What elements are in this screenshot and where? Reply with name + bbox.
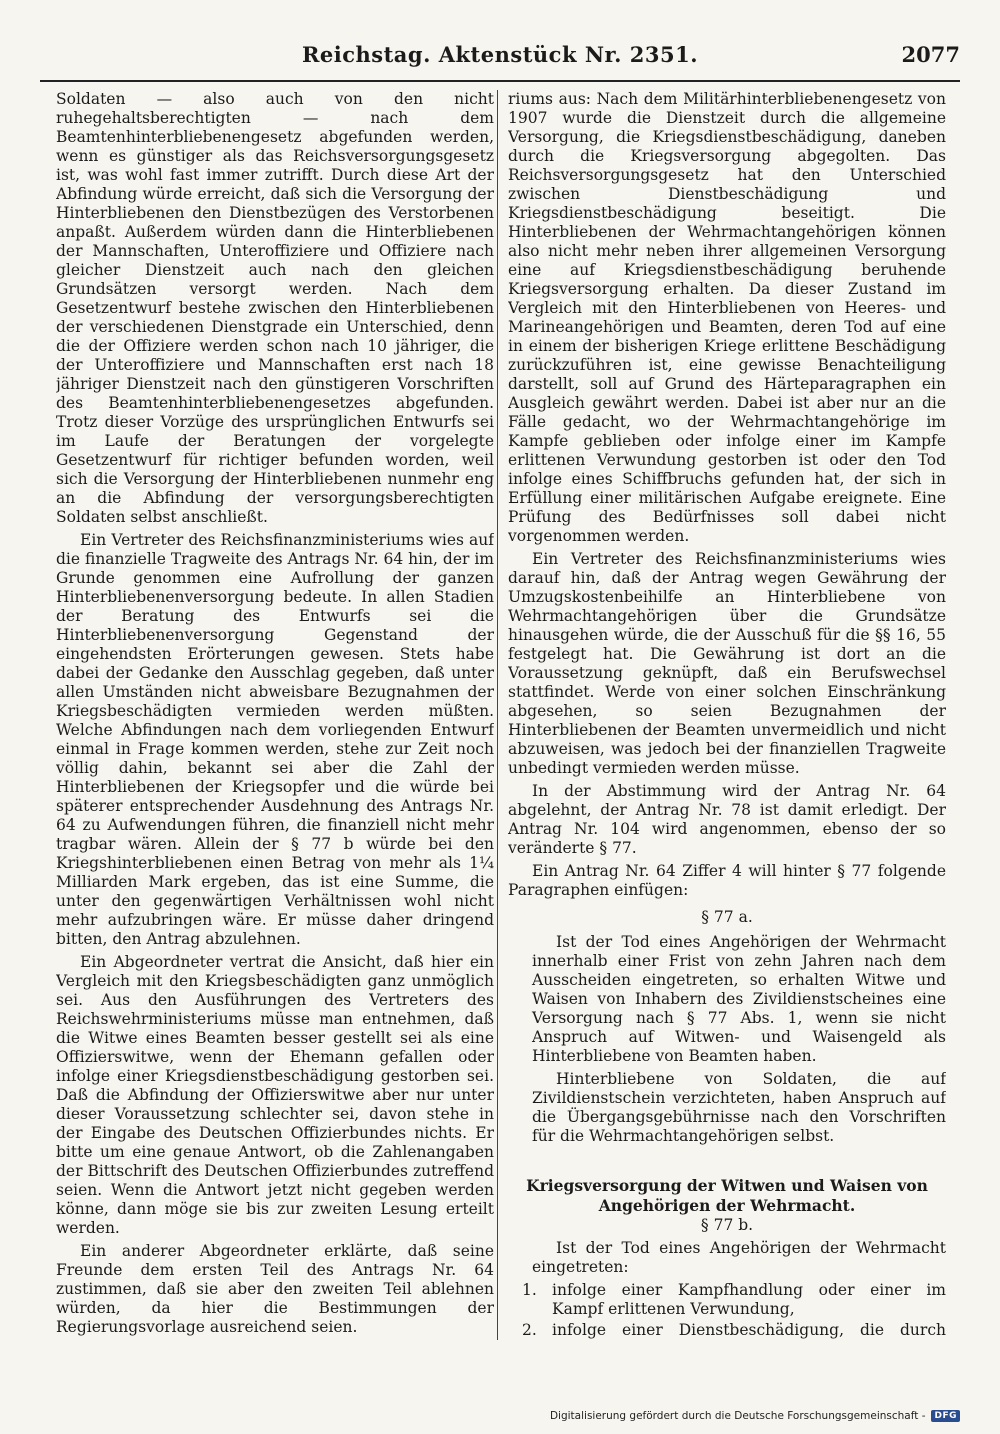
- list-item: [508, 1321, 946, 1340]
- dfg-logo: DFG: [931, 1410, 960, 1422]
- section-77b-title: § 77 b.: [700, 1216, 754, 1234]
- page-number: 2077: [901, 42, 960, 67]
- left-column: [56, 90, 494, 1340]
- paragraph: Ein Abgeordneter vertrat die Ansicht, daß hier ein Vergleich mit den Kriegsbeschädigten ganz unmöglich sei. Aus den Ausführungen des Vertreters des Reichswehrministeriums müsse man entnehmen, daß die Witwe eines Beamten besser gestellt sei als eine Offizierswitwe, wenn der Ehemann gefallen oder infolge einer Kriegsdienstbeschädigung gestorben sei. Daß die Abfindung der Offizierswitwe aber nur unter dieser Voraussetzung schlechter sei, davon stehe in der Eingabe des Deutschen Offizierbundes nichts. Er bitte um eine genaue Antwort, ob die Zahlenangaben der Bittschrift des Deutschen Offizierbundes zutreffend seien. Wenn die Antwort jetzt nicht gegeben werden könne, dann möge sie bis zur zweiten Lesung erteilt werden.: [56, 953, 494, 1237]
- column-divider: [497, 90, 498, 1340]
- paragraph: Ein anderer Abgeordneter erklärte, daß seine Freunde dem ersten Teil des Antrags Nr. 64 zustimmen, daß sie aber den zweiten Teil ablehnen würden, da hier die Bestimmungen der Regierungsvorlage ausreichend seien.: [56, 1242, 494, 1336]
- list-item-number: 2.: [522, 1321, 537, 1339]
- numbered-list: [508, 1281, 946, 1340]
- paragraph: Ein Vertreter des Reichsfinanzministeriums wies darauf hin, daß der Antrag wegen Gewährung der Umzugskostenbeihilfe an Hinterbliebene von Wehrmachtangehörigen über die Grundsätze hinausgehen würde, die der Ausschuß für die §§ 16, 55 festgelegt hat. Die Gewährung ist dort an die Voraussetzung geknüpft, daß ein Berufswechsel stattfindet. Werde von einer solchen Einschränkung abgesehen, so seien Bezugnahmen der Hinterbliebenen der Beamten unvermeidlich und nicht abzuweisen, was jedoch bei der finanziellen Tragweite unbedingt vermieden werden müsse.: [508, 550, 946, 777]
- paragraph: Ist der Tod eines Angehörigen der Wehrmacht eingetreten:: [532, 1239, 946, 1276]
- list-item-text: infolge einer Kampfhandlung oder einer im Kampf erlittenen Verwundung,: [552, 1281, 946, 1318]
- right-column: [508, 90, 946, 1340]
- list-item-text: infolge einer Dienstbeschädigung, die durch: [552, 1321, 946, 1339]
- paragraph: Ein Antrag Nr. 64 Ziffer 4 will hinter § 77 folgende Paragraphen einfügen:: [508, 862, 946, 899]
- section-heading: Kriegsversorgung der Witwen und Waisen von Angehörigen der Wehrmacht.: [526, 1176, 928, 1215]
- paragraph: Ist der Tod eines Angehörigen der Wehrmacht innerhalb einer Frist von zehn Jahren nach dem Ausscheiden eingetreten, so erhalten Witwe und Waisen von Inhabern des Zivildienstscheines eine Versorgung nach § 77 Abs. 1, wenn sie nicht Anspruch auf Witwen- und Waisengeld als Hinterbliebene von Beamten haben.: [532, 933, 946, 1065]
- section-77a-title: § 77 a.: [701, 908, 753, 926]
- paragraph: Ein Vertreter des Reichsfinanzministeriums wies auf die finanzielle Tragweite des Antrags Nr. 64 hin, der im Grunde genommen eine Aufrollung der ganzen Hinterbliebenenversorgung bedeute. In allen Stadien der Beratung des Entwurfs sei die Hinterbliebenenversorgung Gegenstand der eingehendsten Erörterungen gewesen. Stets habe dabei der Gedanke den Ausschlag gegeben, daß unter allen Umständen nicht abweisbare Bezugnahmen der Kriegsbeschädigten vermieden werden müßten. Welche Abfindungen nach dem vorliegenden Entwurf einmal in Frage kommen werden, stehe zur Zeit noch völlig dahin, bekannt sei aber die Zahl der Hinterbliebenen der Kriegsopfer und die würde bei späterer entsprechender Ausdehnung des Antrags Nr. 64 zu Aufwendungen führen, die finanziell nicht mehr tragbar wären. Allein der § 77 b würde bei den Kriegshinterbliebenen einen Betrag von mehr als 1¼ Milliarden Mark ergeben, das ist eine Summe, die unter den gegenwärtigen Verhältnissen wohl nicht mehr aufzubringen wäre. Er müsse daher dringend bitten, den Antrag abzulehnen.: [56, 531, 494, 948]
- paragraph: Soldaten — also auch von den nicht ruhegehaltsberechtigten — nach dem Beamtenhinterbliebenengesetz abgefunden werden, wenn es günstiger als das Reichsversorgungsgesetz ist, was wohl fast immer zutrifft. Durch diese Art der Abfindung würde erreicht, daß sich die Versorgung der Hinterbliebenen den Dienstbezügen des Verstorbenen anpaßt. Außerdem würden dann die Hinterbliebenen der Mannschaften, Unteroffiziere und Offiziere nach gleicher Dienstzeit auch nach den gleichen Grundsätzen versorgt werden. Nach dem Gesetzentwurf bestehe zwischen den Hinterbliebenen der verschiedenen Dienstgrade ein Unterschied, denn die der Offiziere werden schon nach 10 jähriger, die der Unteroffiziere und Mannschaften erst nach 18 jähriger Dienstzeit nach den günstigeren Vorschriften des Beamtenhinterbliebenengesetzes abgefunden. Trotz dieser Vorzüge des ursprünglichen Entwurfs sei im Laufe der Beratungen der vorgelegte Gesetzentwurf für richtiger befunden worden, weil sich die Versorgung der Hinterbliebenen nunmehr eng an die Abfindung der versorgungsberechtigten Soldaten selbst anschließt.: [56, 90, 494, 526]
- paragraph: Hinterbliebene von Soldaten, die auf Zivildienstschein verzichteten, haben Anspruch auf die Übergangsgebührnisse nach den Vorschriften für die Wehrmachtangehörigen selbst.: [532, 1070, 946, 1145]
- paragraph: riums aus: Nach dem Militärhinterbliebenengesetz von 1907 wurde die Dienstzeit durch die allgemeine Versorgung, die Kriegsdienstbeschädigung, daneben durch die Kriegsversorgung abgegolten. Das Reichsversorgungsgesetz hat den Unterschied zwischen Dienstbeschädigung und Kriegsdienstbeschädigung beseitigt. Die Hinterbliebenen der Wehrmachtangehörigen können also nicht mehr neben ihrer allgemeinen Versorgung eine auf Kriegsdienstbeschädigung beruhende Kriegsversorgung erhalten. Da dieser Zustand im Vergleich mit den Hinterbliebenen von Heeres- und Marineangehörigen und Beamten, deren Tod auf eine in einem der bisherigen Kriege erlittene Beschädigung zurückzuführen ist, eine gewisse Benachteiligung darstellt, soll auf Grund des Härteparagraphen ein Ausgleich gewährt werden. Dabei ist aber nur an die Fälle gedacht, wo der Wehrmachtangehörige im Kampfe geblieben oder infolge einer im Kampfe erlittenen Verwundung gestorben ist oder den Tod infolge eines Schiffbruchs gefunden hat, der sich in Erfüllung einer militärischen Aufgabe ereignete. Eine Prüfung des Bedürfnisses soll dabei nicht vorgenommen werden.: [508, 90, 946, 545]
- page-header: [40, 40, 960, 82]
- credit-text: Digitalisierung gefördert durch die Deutsche Forschungsgemeinschaft -: [549, 1410, 926, 1422]
- digitization-credit: [550, 1410, 960, 1422]
- paragraph: In der Abstimmung wird der Antrag Nr. 64 abgelehnt, der Antrag Nr. 78 ist damit erledigt. Der Antrag Nr. 104 wird angenommen, ebenso der so veränderte § 77.: [508, 782, 946, 857]
- list-item-number: 1.: [522, 1281, 537, 1299]
- running-title: Reichstag. Aktenstück Nr. 2351.: [301, 42, 699, 67]
- list-item: [508, 1281, 946, 1319]
